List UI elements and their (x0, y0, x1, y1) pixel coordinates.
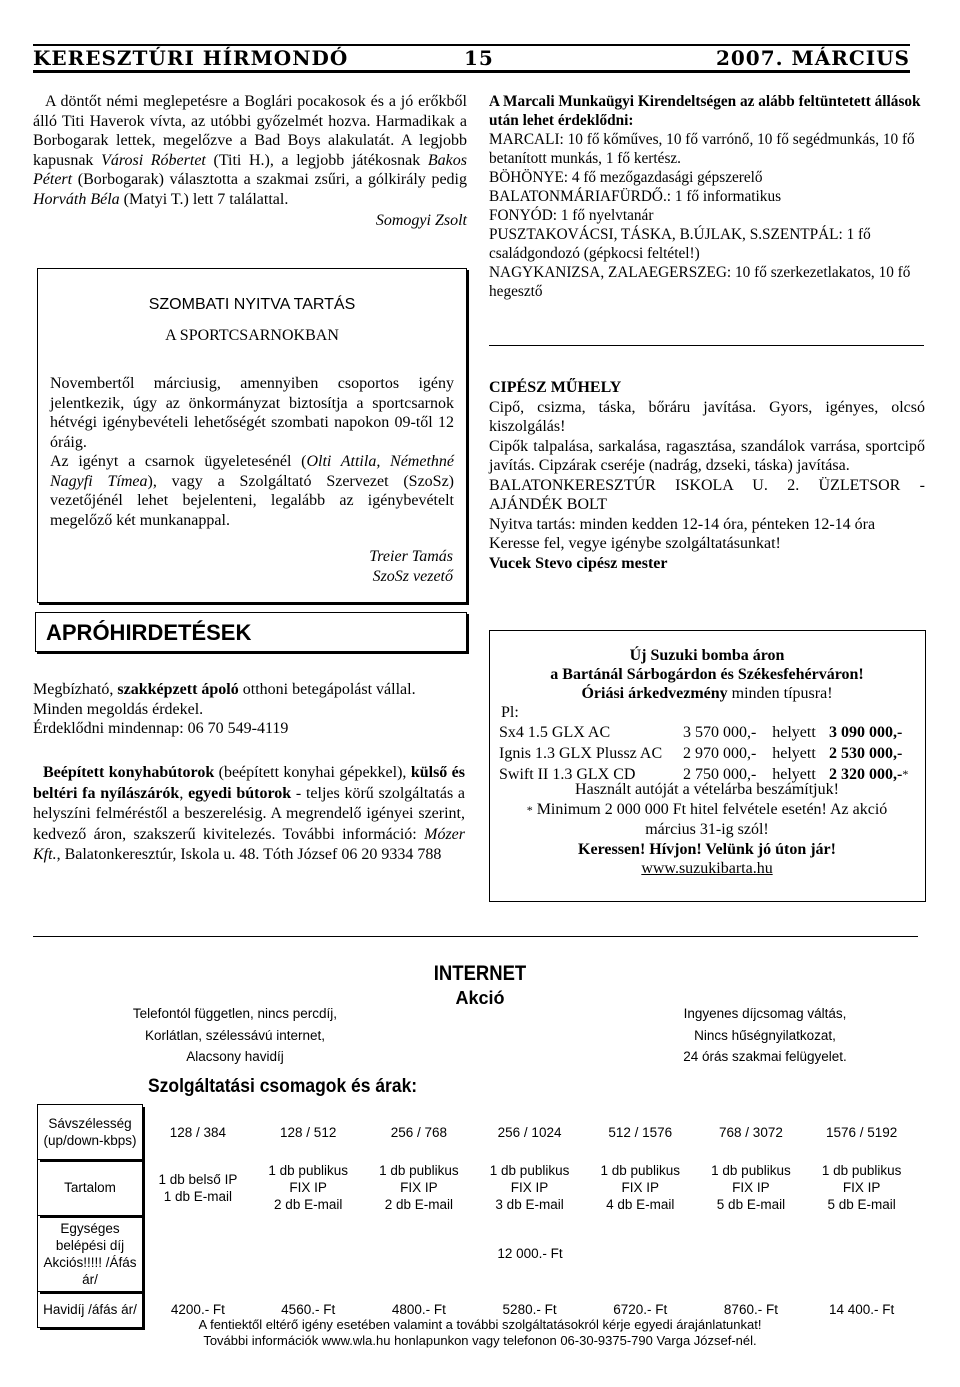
packages-title: Szolgáltatási csomagok és árak: (148, 1076, 418, 1097)
jobs-line: BALATONMÁRIAFÜRDŐ.: 1 fő informatikus (489, 188, 782, 205)
internet-title: INTERNET (433, 962, 527, 985)
table-row: Tartalom 1 db belső IP 1 db E-mail 1 db publikus FIX IP 2 db E-mail 1 db publikus FIX IP 2 db E-mail 1 db publikus FIX IP 3 db E-mail 1 db publikus FIX IP 4 db E-mail 1 db publikus FIX IP 5 db E-mail 1 db publikus FIX IP 5 db E-mail (38, 1160, 918, 1216)
sports-hall-text: Novembertől márciusig, amennyiben csoportos igény jelentkezik, úgy az önkormányzat biztosítja a sportcsarnok hétvégi igénybevételi lehetőségét szombati napokon 09-től 12 óráig. Az igényt a csarnok ügyeletesénél (Olti Attila, Némethné Nagyfi Tímea), vagy a Szolgáltató Szervezet (SzoSz) vezetőjénél lehet bejelenteni, legalább az igénybevételt megelőző két munkanappal. (50, 375, 455, 529)
jobs-line: PUSZTAKOVÁCSI, TÁSKA, B.ÚJLAK, S.SZENTPÁL: 1 fő családgondozó (gépkocsi feltétel!) (489, 226, 871, 262)
jobs-intro: A Marcali Munkaügyi Kirendeltségen az alább feltüntetett állások után lehet érdeklődni: (489, 93, 921, 129)
internet-features-right: Ingyenes díjcsomag váltás, Nincs hűségnyilatkozat, 24 órás szakmai felügyelet. (683, 1006, 847, 1064)
classified-nurse: Megbízható, szakképzett ápoló otthoni betegápolást vállal. Minden megoldás érdekel. Érdeklődni mindennap: 06 70 549-4119 (33, 681, 416, 737)
sports-hall-signature: Treier Tamás SzoSz vezető (369, 548, 453, 585)
car-row: Sx4 1.5 GLX AC 3 570 000,- helyett 3 090 000,- (499, 724, 903, 741)
sports-hall-title: SZOMBATI NYITVA TARTÁS (148, 296, 356, 313)
car-row: Ignis 1.3 GLX Plussz AC 2 970 000,- helyett 2 530 000,- (499, 745, 903, 762)
sports-hall-subtitle: A SPORTCSARNOKBAN (165, 327, 339, 344)
sport-author: Somogyi Zsolt (375, 212, 467, 229)
jobs-line: NAGYKANIZSA, ZALAEGERSZEG: 10 fő szerkezetlakatos, 10 fő hegesztő (489, 264, 911, 300)
car-row: Swift II 1.3 GLX CD 2 750 000,- helyett 2 320 000,- * (499, 766, 909, 783)
suzuki-price-list (499, 722, 908, 785)
table-row: Egységes belépési díj Akciós!!!!! /Áfás ár/ 12 000.- Ft (38, 1216, 918, 1292)
table-cell: 1 db publikus FIX IP 4 db E-mail (600, 1163, 681, 1212)
table-row: Sávszélesség (up/down-kbps) 128 / 384 128 / 512 256 / 768 256 / 1024 512 / 1576 768 / 3072 1576 / 5192 (38, 1105, 918, 1160)
table-row: Havidíj /áfás ár/ 4200.- Ft 4560.- Ft 4800.- Ft 5280.- Ft 6720.- Ft 8760.- Ft 14 400.- Ft (38, 1292, 918, 1328)
suzuki-pl: Pl: (501, 704, 519, 721)
table-cell: 1 db publikus FIX IP 2 db E-mail (268, 1163, 348, 1212)
shoe-signature: Vucek Stevo cipész mester (489, 554, 668, 572)
classifieds-title: APRÓHIRDETÉSEK (35, 612, 467, 652)
divider (33, 936, 918, 937)
jobs-line: MARCALI: 10 fő kőműves, 10 fő varrónő, 10 fő segédmunkás, 10 fő betanított munkás, 1 fő kertész. (489, 131, 915, 167)
shoe-repair-ad: CIPÉSZ MŰHELY Cipő, csizma, táska, bőráru javítása. Gyors, igényes, olcsó kiszolgálás! Cipők talpalása, sarkalása, ragasztása, szandálok varrása, sportcipő javítás. Cipzárak cseréje (nadrág, dzseki, táska) javítása. BALATONKERESZTÚR ISKOLA U. 2. ÜZLETSOR - AJÁNDÉK BOLT Nyitva tartás: minden kedden 12-14 óra, pénteken 12-14 óra Keresse fel, vegye igénybe szolgáltatásunkat! Vucek Stevo cipész mester (489, 379, 925, 572)
sport-report: A döntőt némi meglepetésre a Boglári pocakosok és a jó erőkből álló Titi Haverok vívta, az utóbbi győzelmét hozva. Harmadikak a Borbogarak lettek, megelőzve a Bad Boys alakulatát. A legjobb kapusnak Városi Róbertet (Titi H.), a legjobb játékosnak Bakos Pétert (Borbogarak) választotta a szakmai zsűri, a gólkirály pedig Horváth Béla (Matyi T.) lett 7 találattal. Somogyi Zsolt (33, 93, 467, 229)
suzuki-website-link[interactable]: www.suzukibarta.hu (641, 860, 773, 877)
jobs-notice (489, 92, 925, 301)
table-cell: 1 db publikus FIX IP 5 db E-mail (821, 1163, 902, 1212)
page-number: 15 (464, 46, 494, 70)
jobs-line: BÖHÖNYE: 4 fő mezőgazdasági gépszerelő (489, 169, 763, 186)
table-cell: 1 db publikus FIX IP 2 db E-mail (379, 1163, 459, 1212)
internet-features-left: Telefontól független, nincs percdíj, Korlátlan, szélessávú internet, Alacsony havidíj (132, 1006, 338, 1064)
issue-date: 2007. MÁRCIUS (715, 46, 910, 70)
suzuki-footer: Használt autóját a vételárba beszámítjuk! * Minimum 2 000 000 Ft hitel felvétele esetén! Az akció március 31-ig szól! Keressen! Hívjon! Velünk jó úton jár! www.suzukibarta.hu (489, 780, 925, 879)
classified-furniture: Beépített konyhabútorok (beépített konyhai gépekkel), külső és beltéri fa nyílászárók, egyedi bútorok - teljes körű szolgáltatás a helyszíni felméréstől a beszerelésig. A megrendelő igényei szerint, kedvező áron, szakszerű kivitelezés. További információ: Mózer Kft., Balatonkeresztúr, Iskola u. 48. Tóth József 06 20 9334 788 (33, 764, 466, 863)
jobs-line: FONYÓD: 1 fő nyelvtanár (489, 207, 654, 224)
divider (489, 345, 924, 346)
page-header (33, 44, 910, 73)
table-cell: 1 db publikus FIX IP 5 db E-mail (711, 1163, 791, 1212)
shoe-title: CIPÉSZ MŰHELY (489, 379, 622, 396)
newspaper-title: KERESZTÚRI HÍRMONDÓ (33, 46, 349, 70)
table-cell: 1 db publikus FIX IP 3 db E-mail (489, 1163, 570, 1212)
packages-table (37, 1104, 917, 1328)
internet-footnote: A fentiektől eltérő igény esetében valamint a további szolgáltatásokról kérje egyedi árajánlatunkat! További információk www.wla.hu honlapunkon vagy telefonon 06-30-9375-790 Varga József-nél. (198, 1317, 762, 1348)
internet-subtitle: Akció (455, 988, 505, 1008)
suzuki-headline: Új Suzuki bomba áron a Bartánál Sárbogárdon és Székesfehérváron! Óriási árkedvezmény minden típusra! (550, 647, 864, 702)
table-cell: 1 db belső IP 1 db E-mail (158, 1171, 238, 1204)
